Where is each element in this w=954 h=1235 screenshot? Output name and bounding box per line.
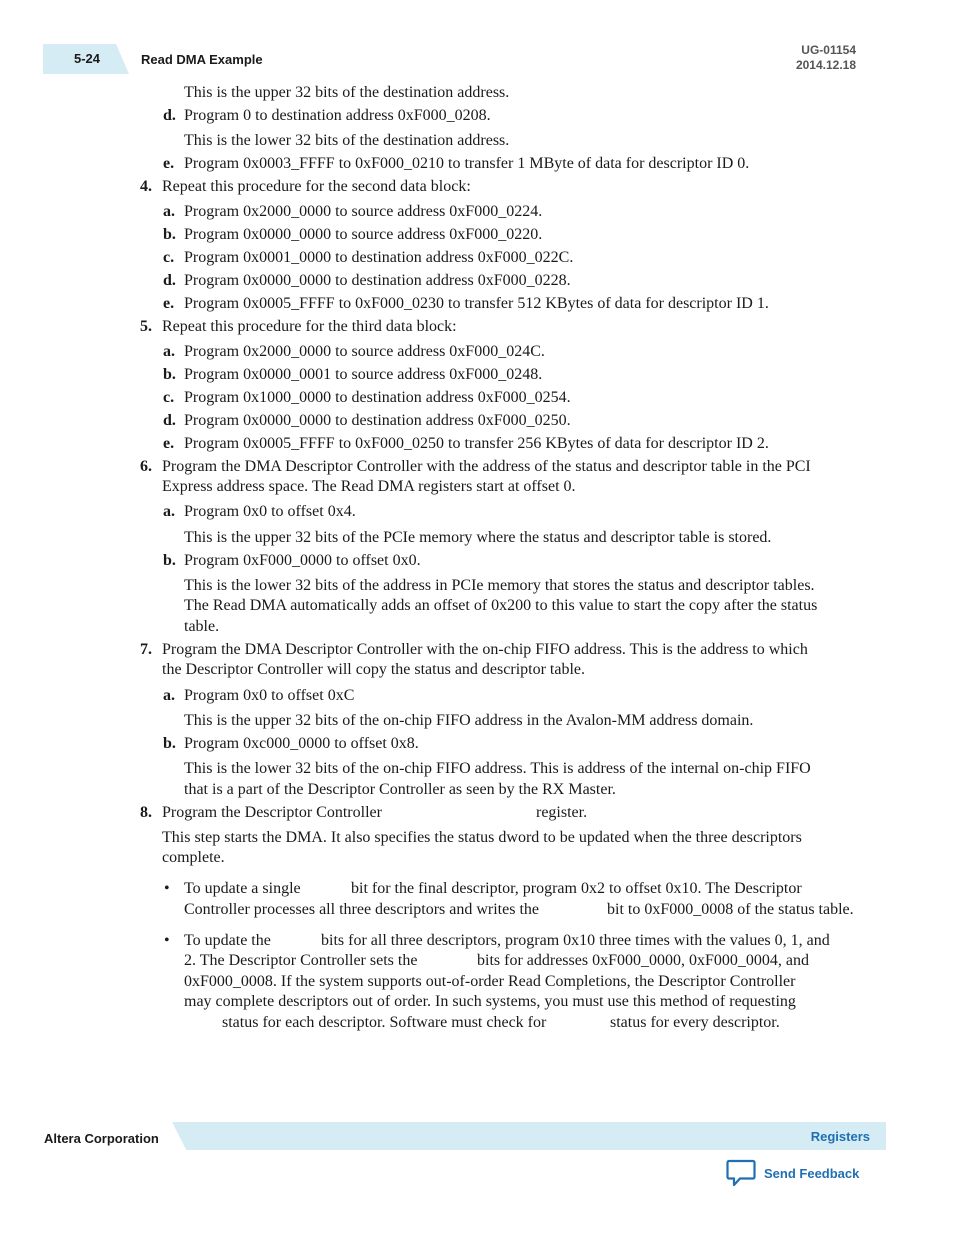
text-line: Program 0x0000_0000 to destination address 0xF000_0250.	[184, 412, 571, 429]
text-line: Program 0 to destination address 0xF000_0208.	[184, 107, 491, 124]
list-label: b.	[163, 552, 176, 569]
list-label: b.	[163, 735, 176, 752]
text-line: Program 0x0000_0000 to source address 0xF000_0220.	[184, 226, 543, 243]
send-feedback-button[interactable]	[726, 1158, 859, 1188]
text-line: Program the DMA Descriptor Controller with the address of the status and descriptor table in the PCI	[162, 458, 811, 475]
footer-band	[172, 1122, 886, 1150]
list-label: c.	[163, 249, 175, 266]
text-line: status for each descriptor. Software must check for	[222, 1014, 547, 1031]
text-line: Repeat this procedure for the second data block:	[162, 178, 471, 195]
text-line: Program 0x0 to offset 0xC	[184, 687, 355, 704]
text-line: bits for all three descriptors, program 0x10 three times with the values 0, 1, and	[321, 932, 830, 949]
text-line: This is the lower 32 bits of the destination address.	[184, 132, 510, 149]
text-line: Program 0x2000_0000 to source address 0xF000_0224.	[184, 203, 543, 220]
list-label: 8.	[140, 804, 152, 821]
list-label: d.	[163, 272, 176, 289]
doc-id	[796, 43, 856, 73]
text-line: Controller processes all three descriptors and writes the	[184, 901, 539, 918]
text-line: Program 0x0 to offset 0x4.	[184, 503, 356, 520]
text-line: Program the DMA Descriptor Controller with the on-chip FIFO address. This is the address to which	[162, 641, 808, 658]
list-label: 5.	[140, 318, 152, 335]
text-line: bit for the final descriptor, program 0x2 to offset 0x10. The Descriptor	[351, 880, 802, 897]
text-line: Program 0x0003_FFFF to 0xF000_0210 to transfer 1 MByte of data for descriptor ID 0.	[184, 155, 750, 172]
list-label: 4.	[140, 178, 152, 195]
bullet-marker: •	[164, 932, 170, 949]
text-line: register.	[536, 804, 588, 821]
list-label: 7.	[140, 641, 152, 658]
list-label: a.	[163, 503, 175, 520]
text-line: To update the	[184, 932, 271, 949]
company-name: Altera Corporation	[44, 1131, 159, 1146]
doc-date: 2014.12.18	[795, 58, 856, 72]
text-line: Program 0x0005_FFFF to 0xF000_0250 to transfer 256 KBytes of data for descriptor ID 2.	[184, 435, 769, 452]
text-line: the Descriptor Controller will copy the status and descriptor table.	[162, 661, 585, 678]
text-line: Program 0x1000_0000 to destination address 0xF000_0254.	[184, 389, 571, 406]
list-label: a.	[163, 687, 175, 704]
text-line: Program 0x0005_FFFF to 0xF000_0230 to transfer 512 KBytes of data for descriptor ID 1.	[184, 295, 769, 312]
text-line: This step starts the DMA. It also specifies the status dword to be updated when the three descriptors	[162, 829, 802, 846]
text-line: This is the upper 32 bits of the destination address.	[184, 84, 510, 101]
list-label: e.	[163, 155, 175, 172]
feedback-icon	[726, 1159, 756, 1187]
text-line: bit to 0xF000_0008 of the status table.	[607, 901, 854, 918]
text-line: Program 0xc000_0000 to offset 0x8.	[184, 735, 419, 752]
text-line: status for every descriptor.	[610, 1014, 780, 1031]
text-line: The Read DMA automatically adds an offset of 0x200 to this value to start the copy after the status	[184, 597, 818, 614]
registers-link[interactable]: Registers	[810, 1129, 870, 1144]
text-line: may complete descriptors out of order. In such systems, you must use this method of requesting	[184, 993, 796, 1010]
text-line: Program 0x2000_0000 to source address 0xF000_024C.	[184, 343, 545, 360]
text-line: 2. The Descriptor Controller sets the	[184, 952, 418, 969]
list-label: 6.	[140, 458, 152, 475]
list-label: c.	[163, 389, 175, 406]
section-title: Read DMA Example	[141, 52, 263, 67]
text-line: complete.	[162, 849, 225, 866]
text-line: that is a part of the Descriptor Controller as seen by the RX Master.	[184, 781, 616, 798]
text-line: This is the lower 32 bits of the address in PCIe memory that stores the status and descriptor tables.	[184, 577, 815, 594]
list-label: e.	[163, 435, 175, 452]
text-line: Program 0x0000_0000 to destination address 0xF000_0228.	[184, 272, 571, 289]
send-feedback-label: Send Feedback	[764, 1165, 860, 1181]
text-line: This is the upper 32 bits of the PCIe memory where the status and descriptor table is stored.	[184, 529, 772, 546]
text-line: Program 0xF000_0000 to offset 0x0.	[184, 552, 421, 569]
page-number: 5-24	[74, 51, 101, 66]
text-line: Repeat this procedure for the third data block:	[162, 318, 457, 335]
doc-number: UG-01154	[801, 43, 856, 57]
text-line: This is the upper 32 bits of the on-chip FIFO address in the Avalon-MM address domain.	[184, 712, 754, 729]
text-line: Express address space. The Read DMA registers start at offset 0.	[162, 478, 576, 495]
text-line: This is the lower 32 bits of the on-chip FIFO address. This is address of the internal on-chip FIFO	[184, 760, 811, 777]
text-line: To update a single	[184, 880, 301, 897]
text-line: table.	[184, 618, 220, 635]
list-label: a.	[163, 203, 175, 220]
text-line: 0xF000_0008. If the system supports out-of-order Read Completions, the Descriptor Controller	[184, 973, 796, 990]
text-line: Program the Descriptor Controller	[162, 804, 382, 821]
bullet-marker: •	[164, 880, 170, 897]
list-label: e.	[163, 295, 175, 312]
text-line: bits for addresses 0xF000_0000, 0xF000_0004, and	[477, 952, 809, 969]
list-label: d.	[163, 412, 176, 429]
text-line: Program 0x0001_0000 to destination address 0xF000_022C.	[184, 249, 574, 266]
list-label: b.	[163, 226, 176, 243]
list-label: d.	[163, 107, 176, 124]
list-label: b.	[163, 366, 176, 383]
text-line: Program 0x0000_0001 to source address 0xF000_0248.	[184, 366, 543, 383]
list-label: a.	[163, 343, 175, 360]
